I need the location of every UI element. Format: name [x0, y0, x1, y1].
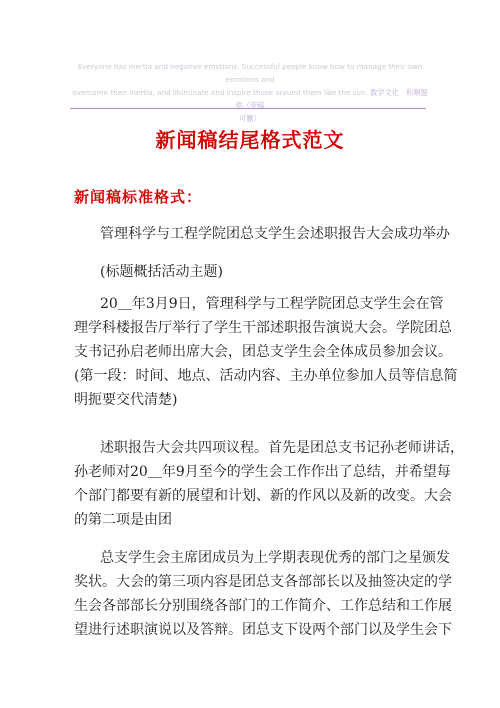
- paragraph-line: 述职报告大会共四项议程。首先是团总支书记孙老师讲话，: [100, 440, 464, 456]
- watermark-text: [70, 60, 430, 125]
- paragraph-line: 管理科学与工程学院团总支学生会述职报告大会成功举办: [100, 226, 450, 242]
- watermark-line-2-en: overcome their inertia, and illuminate and inspire those around them like the sun.: [72, 88, 368, 97]
- paragraph-line: (标题概括活动主题): [100, 264, 223, 280]
- paragraph-line: 奖状。大会的第三项内容是团总支各部部长以及抽签决定的学: [74, 574, 452, 590]
- watermark-line-2-cn: 数学文化 和顺提供（荧稿: [235, 88, 428, 110]
- paragraph-line: 的第二项是由团: [74, 512, 172, 528]
- paragraph-line: 理学科楼报告厅举行了学生干部述职报告演说大会。学院团总: [74, 320, 452, 336]
- paragraph-line: 生会各部部长分别围绕各部门的工作简介、工作总结和工作展: [74, 598, 452, 614]
- paragraph-line: 支书记孙启老师出席大会，团总支学生会全体成员参加会议。: [74, 344, 452, 360]
- paragraph-line: (第一段：时间、地点、活动内容、主办单位参加人员等信息简: [74, 368, 458, 384]
- page-title: 新闻稿结尾格式范文: [155, 128, 345, 152]
- section-heading: 新闻稿标准格式：: [74, 188, 203, 206]
- paragraph-line: 20＿年3月9日，管理科学与工程学院团总支学生会在管: [100, 296, 444, 312]
- paragraph-line: 明扼要交代清楚): [74, 392, 178, 408]
- header-divider: [70, 108, 426, 109]
- paragraph-line: 总支学生会主席团成员为上学期表现优秀的部门之星颁发: [100, 550, 450, 566]
- watermark-line-1: Everyone has inertia and negative emotions. Successful people know how to manage their own emotions and: [77, 62, 423, 84]
- watermark-line-3: 可删）: [239, 114, 261, 123]
- paragraph-line: 孙老师对20＿年9月至今的学生会工作作出了总结，并希望每: [74, 464, 451, 480]
- paragraph-line: 望进行述职演说以及答辩。团总支下设两个部门以及学生会下: [74, 622, 452, 638]
- paragraph-line: 个部门都要有新的展望和计划、新的作风以及新的改变。大会: [74, 488, 452, 504]
